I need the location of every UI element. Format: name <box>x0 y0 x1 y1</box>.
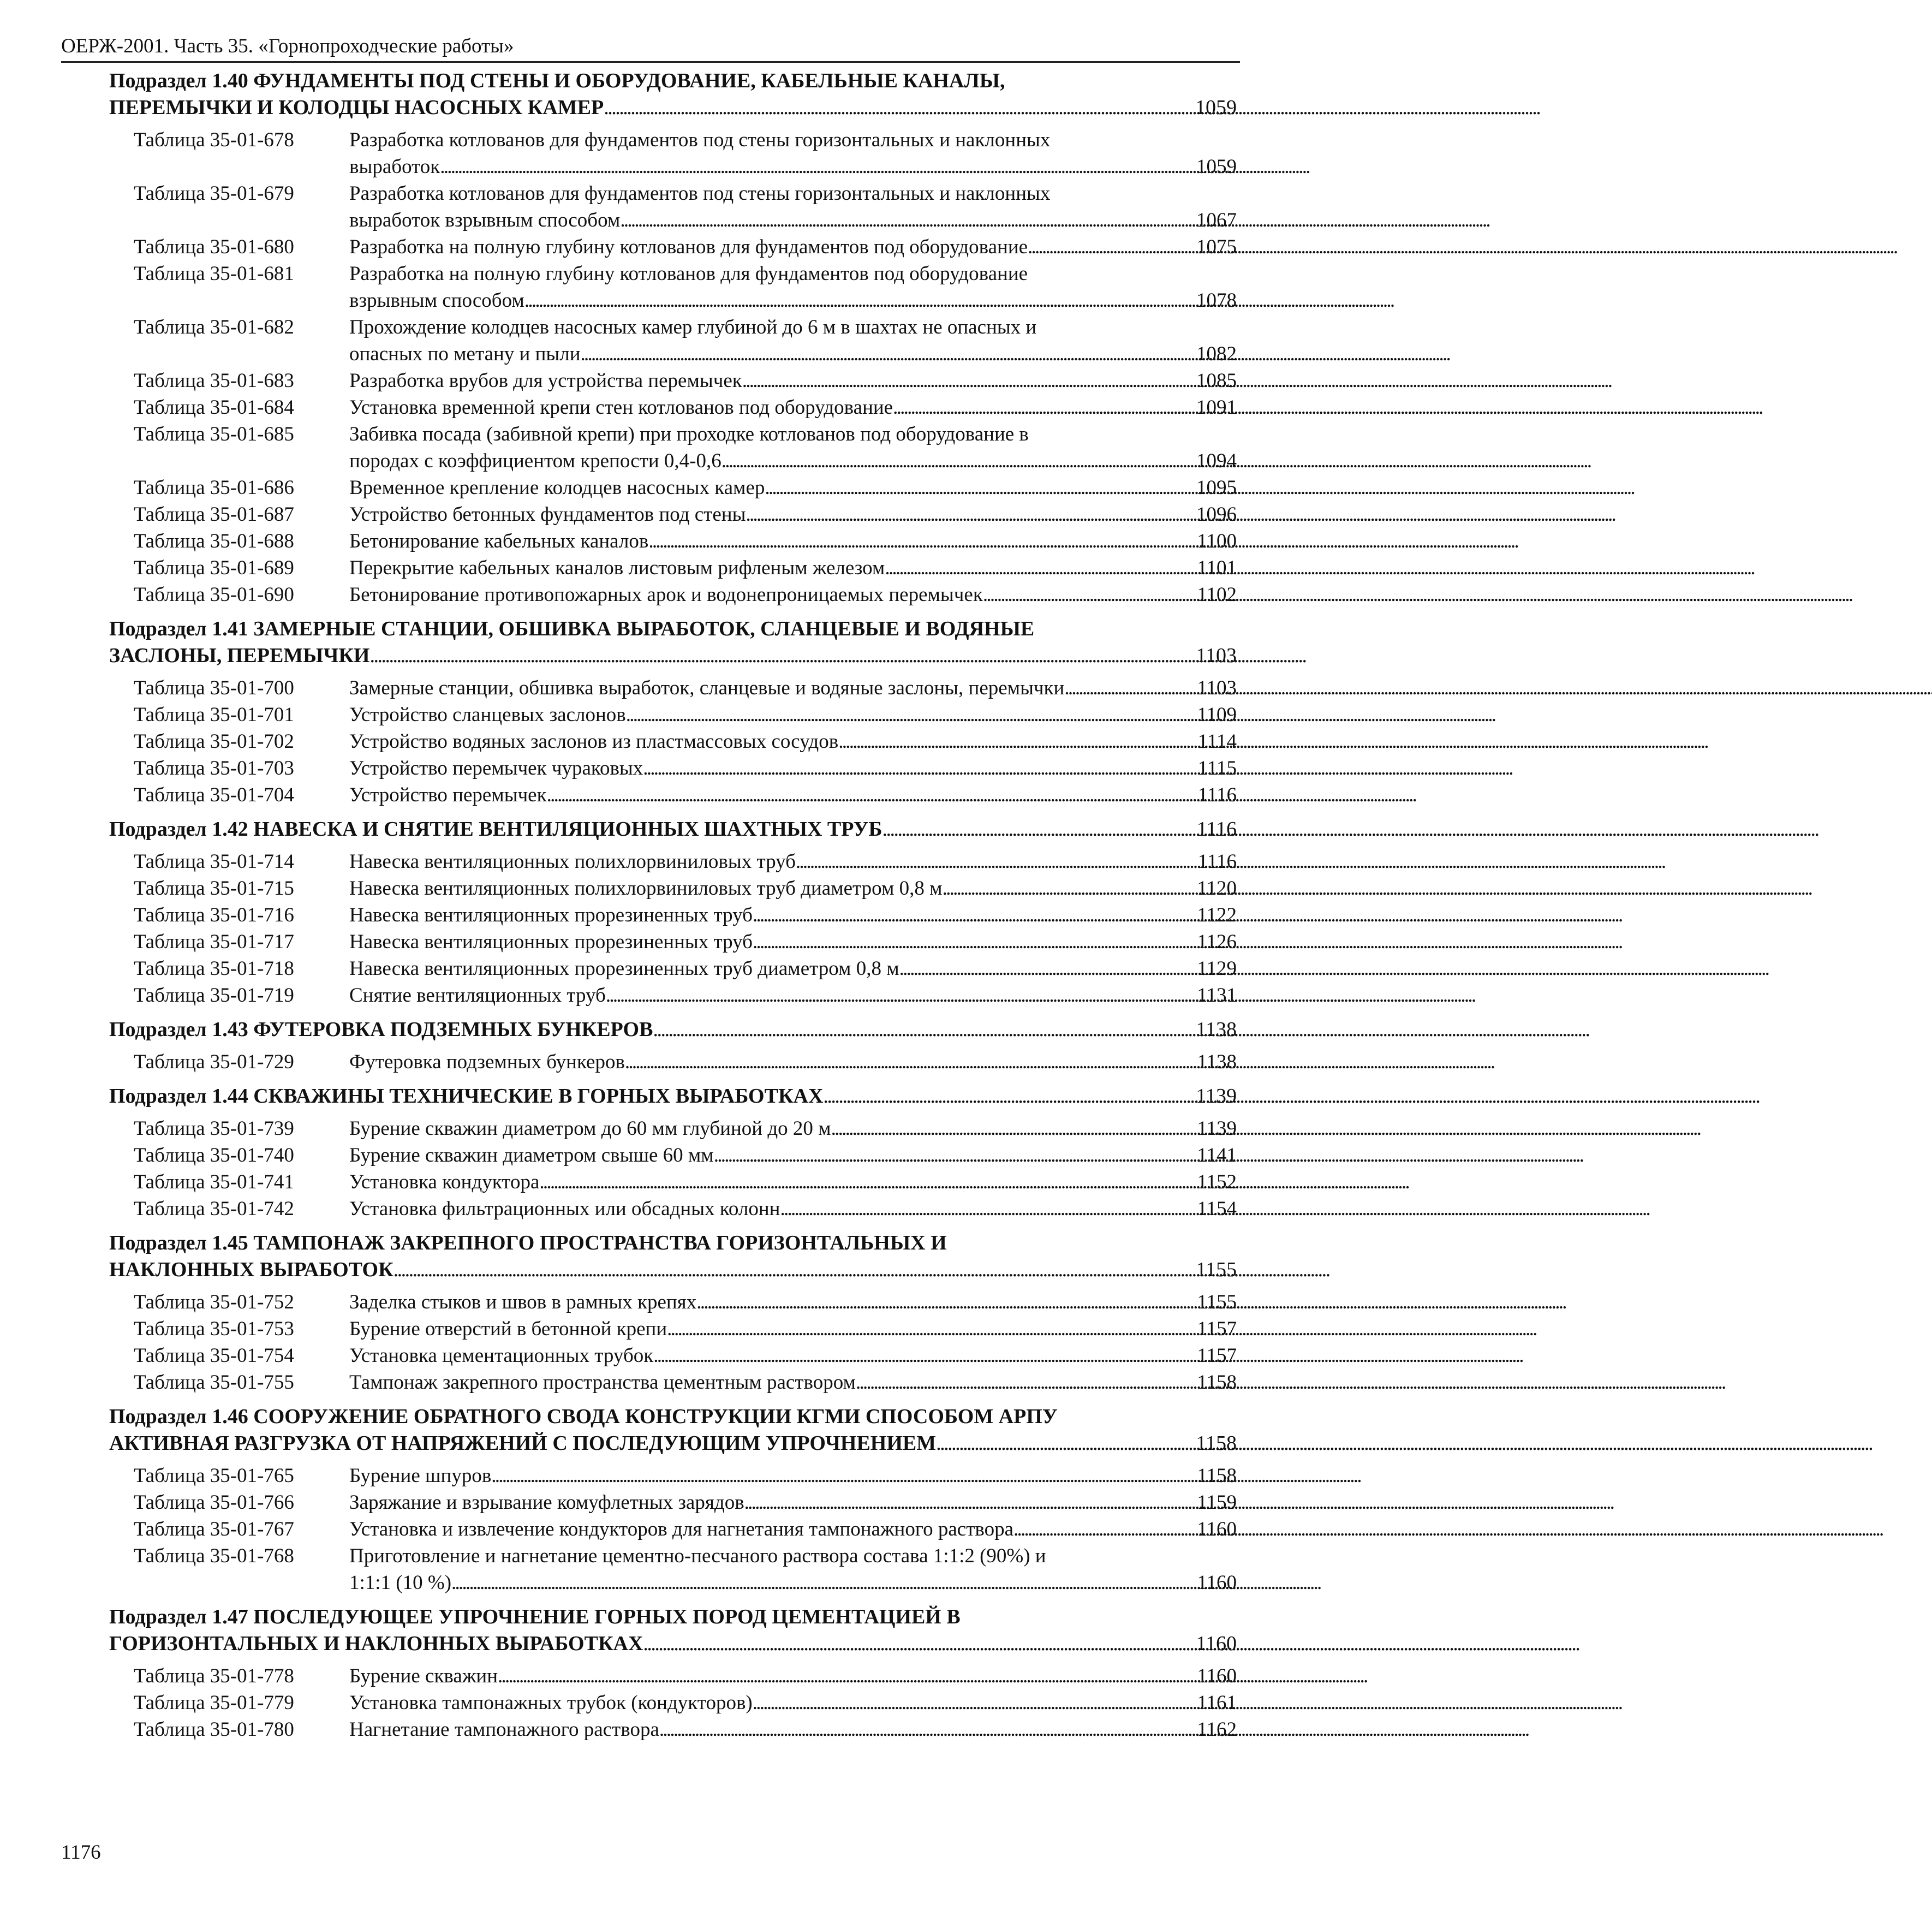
toc-table-entry[interactable] <box>109 1516 1237 1543</box>
table-title-line: Бурение скважин <box>349 1665 498 1687</box>
section-heading[interactable] <box>109 1083 1237 1110</box>
dot-leader <box>780 1195 1195 1222</box>
toc-table-entry[interactable] <box>109 1543 1237 1596</box>
table-page-number: 1082 <box>1196 343 1237 365</box>
toc-section <box>109 1016 1237 1075</box>
dot-leader <box>643 1631 1194 1657</box>
dot-leader <box>823 1083 1194 1110</box>
table-title-line: Устройство сланцевых заслонов <box>349 704 626 726</box>
toc-section <box>109 1403 1237 1596</box>
table-number: Таблица 35-01-682 <box>134 316 294 338</box>
dot-leader <box>659 1716 1195 1743</box>
table-page-number: 1160 <box>1197 1518 1237 1540</box>
table-page-number: 1091 <box>1196 396 1237 419</box>
dot-leader <box>856 1369 1195 1396</box>
table-title-line: Навеска вентиляционных прорезиненных труб диаметром 0,8 м <box>349 957 899 980</box>
table-title-line: Разработка врубов для устройства перемычек <box>349 370 742 392</box>
section-heading[interactable] <box>109 68 1237 121</box>
table-page-number: 1078 <box>1196 289 1237 312</box>
toc-table-entry[interactable] <box>109 1489 1237 1516</box>
section-title-line: Подраздел 1.45 ТАМПОНАЖ ЗАКРЕПНОГО ПРОСТРАНСТВА ГОРИЗОНТАЛЬНЫХ И <box>109 1231 947 1254</box>
table-page-number: 1141 <box>1197 1144 1237 1167</box>
table-number: Таблица 35-01-689 <box>134 557 294 579</box>
section-title-line: Подраздел 1.46 СООРУЖЕНИЕ ОБРАТНОГО СВОДА КОНСТРУКЦИИ КГМИ СПОСОБОМ АРПУ <box>109 1405 1058 1428</box>
table-number: Таблица 35-01-679 <box>134 182 294 205</box>
table-title-line: Забивка посада (забивной крепи) при проходке котлованов под оборудование в <box>349 423 1029 445</box>
toc-table-entry[interactable] <box>109 1195 1237 1222</box>
toc-section <box>109 68 1237 608</box>
section-page-number: 1116 <box>1196 818 1237 841</box>
toc-table-entry[interactable] <box>109 1115 1237 1142</box>
table-page-number: 1122 <box>1197 904 1237 926</box>
table-title-line: Устройство перемычек <box>349 784 547 806</box>
table-page-number: 1160 <box>1197 1665 1237 1687</box>
table-number: Таблица 35-01-701 <box>134 704 294 726</box>
dot-leader <box>393 1257 1194 1283</box>
table-number: Таблица 35-01-718 <box>134 957 294 980</box>
dot-leader <box>721 448 1194 474</box>
section-heading[interactable] <box>109 1016 1237 1043</box>
section-page-number: 1059 <box>1195 96 1237 119</box>
section-heading[interactable] <box>109 1604 1237 1657</box>
table-number: Таблица 35-01-680 <box>134 236 294 258</box>
dot-leader <box>625 1049 1195 1075</box>
table-number: Таблица 35-01-681 <box>134 263 294 285</box>
table-entries <box>109 1289 1237 1396</box>
toc-section <box>109 1083 1237 1222</box>
toc-table-entry[interactable] <box>109 848 1237 875</box>
table-title-line: Установка фильтрационных или обсадных колонн <box>349 1198 780 1220</box>
table-title-line: Приготовление и нагнетание цементно-песчаного раствора состава 1:1:2 (90%) и <box>349 1545 1046 1567</box>
section-title-line: НАКЛОННЫХ ВЫРАБОТОК <box>109 1258 393 1281</box>
toc-table-entry[interactable] <box>109 555 1237 581</box>
toc-table-entry[interactable] <box>109 1342 1237 1369</box>
table-number: Таблица 35-01-684 <box>134 396 294 419</box>
toc-section <box>109 616 1237 808</box>
dot-leader <box>831 1115 1195 1142</box>
section-title-line: АКТИВНАЯ РАЗГРУЗКА ОТ НАПРЯЖЕНИЙ С ПОСЛЕДУЮЩИМ УПРОЧНЕНИЕМ <box>109 1432 937 1455</box>
dot-leader <box>753 1689 1195 1716</box>
table-entries <box>109 1049 1237 1075</box>
table-number: Таблица 35-01-688 <box>134 530 294 552</box>
table-title-line: Устройство перемычек чураковых <box>349 757 643 780</box>
table-title-line: Прохождение колодцев насосных камер глубиной до 6 м в шахтах не опасных и <box>349 316 1037 338</box>
table-title-line: Бурение скважин диаметром свыше 60 мм <box>349 1144 714 1167</box>
dot-leader <box>882 816 1195 843</box>
toc-section <box>109 1604 1237 1743</box>
toc-table-entry[interactable] <box>109 367 1237 394</box>
table-title-line: Нагнетание тампонажного раствора <box>349 1718 659 1741</box>
table-page-number: 1158 <box>1197 1465 1237 1487</box>
table-number: Таблица 35-01-716 <box>134 904 294 926</box>
dot-leader <box>744 1489 1195 1516</box>
table-title-line: Навеска вентиляционных прорезиненных труб <box>349 904 753 926</box>
table-title-line: породах с коэффициентом крепости 0,4-0,6 <box>349 450 721 472</box>
toc-table-entry[interactable] <box>109 782 1237 808</box>
toc-table-entry[interactable] <box>109 675 1237 701</box>
table-title-line: выработок взрывным способом <box>349 209 621 231</box>
table-page-number: 1102 <box>1197 584 1237 606</box>
table-page-number: 1162 <box>1197 1718 1237 1741</box>
table-title-line: Устройство водяных заслонов из пластмассовых сосудов <box>349 730 839 753</box>
dot-leader <box>620 207 1194 234</box>
table-page-number: 1114 <box>1197 730 1237 753</box>
table-entries <box>109 848 1237 1009</box>
table-page-number: 1139 <box>1197 1117 1237 1140</box>
table-title-line: Разработка котлованов для фундаментов под стены горизонтальных и наклонных <box>349 129 1051 151</box>
toc-table-entry[interactable] <box>109 1716 1237 1743</box>
table-title-line: Установка цементационных трубок <box>349 1344 654 1367</box>
table-page-number: 1059 <box>1196 156 1237 178</box>
table-number: Таблица 35-01-683 <box>134 370 294 392</box>
table-page-number: 1159 <box>1197 1491 1237 1514</box>
table-title-line: Разработка на полную глубину котлованов для фундаментов под оборудование <box>349 263 1028 285</box>
dot-leader <box>893 394 1194 421</box>
table-title-line: выработок <box>349 156 440 178</box>
table-entries <box>109 675 1237 808</box>
toc-table-entry[interactable] <box>109 1369 1237 1396</box>
section-heading[interactable] <box>109 616 1237 669</box>
table-page-number: 1157 <box>1197 1344 1237 1367</box>
dot-leader <box>626 701 1195 728</box>
dot-leader <box>653 1016 1194 1043</box>
table-page-number: 1158 <box>1197 1371 1237 1394</box>
table-title-line: Перекрытие кабельных каналов листовым рифленым железом <box>349 557 885 579</box>
toc-table-entry[interactable] <box>109 581 1237 608</box>
table-number: Таблица 35-01-702 <box>134 730 294 753</box>
toc-table-entry[interactable] <box>109 1663 1237 1689</box>
table-number: Таблица 35-01-729 <box>134 1051 294 1073</box>
toc-table-entry[interactable] <box>109 875 1237 902</box>
table-page-number: 1101 <box>1197 557 1237 579</box>
toc-table-entry[interactable] <box>109 902 1237 929</box>
dot-leader <box>498 1663 1195 1689</box>
toc-table-entry[interactable] <box>109 474 1237 501</box>
table-title-line: Разработка котлованов для фундаментов под стены горизонтальных и наклонных <box>349 182 1051 205</box>
table-page-number: 1120 <box>1197 877 1237 900</box>
table-page-number: 1138 <box>1197 1051 1237 1073</box>
toc-table-entry[interactable] <box>109 1462 1237 1489</box>
table-title-line: Временное крепление колодцев насосных камер <box>349 477 765 499</box>
table-title-line: Бурение шпуров <box>349 1465 492 1487</box>
table-number: Таблица 35-01-768 <box>134 1545 294 1567</box>
toc-section <box>109 1230 1237 1396</box>
table-page-number: 1161 <box>1197 1692 1237 1714</box>
table-title-line: Установка и извлечение кондукторов для нагнетания тампонажного раствора <box>349 1518 1014 1540</box>
table-page-number: 1103 <box>1197 677 1237 699</box>
section-page-number: 1158 <box>1196 1432 1237 1455</box>
table-title-line: опасных по метану и пыли <box>349 343 581 365</box>
table-page-number: 1075 <box>1196 236 1237 258</box>
toc-table-entry[interactable] <box>109 1169 1237 1195</box>
table-number: Таблица 35-01-754 <box>134 1344 294 1367</box>
toc-table-entry[interactable] <box>109 421 1237 474</box>
table-page-number: 1129 <box>1197 957 1237 980</box>
table-number: Таблица 35-01-767 <box>134 1518 294 1540</box>
table-title-line: взрывным способом <box>349 289 524 312</box>
table-number: Таблица 35-01-686 <box>134 477 294 499</box>
table-title-line: Устройство бетонных фундаментов под стены <box>349 503 746 526</box>
table-title-line: Разработка на полную глубину котлованов для фундаментов под оборудование <box>349 236 1028 258</box>
toc-table-entry[interactable] <box>109 234 1237 260</box>
dot-leader <box>606 982 1195 1009</box>
table-number: Таблица 35-01-739 <box>134 1117 294 1140</box>
dot-leader <box>765 474 1194 501</box>
table-page-number: 1095 <box>1196 477 1237 499</box>
toc-table-entry[interactable] <box>109 728 1237 755</box>
section-title-line: Подраздел 1.42 НАВЕСКА И СНЯТИЕ ВЕНТИЛЯЦИОННЫХ ШАХТНЫХ ТРУБ <box>109 818 882 841</box>
table-number: Таблица 35-01-741 <box>134 1171 294 1193</box>
section-page-number: 1155 <box>1196 1258 1237 1281</box>
dot-leader <box>885 555 1195 581</box>
table-page-number: 1131 <box>1197 984 1237 1007</box>
dot-leader <box>451 1569 1195 1596</box>
dot-leader <box>1028 234 1194 260</box>
table-number: Таблица 35-01-687 <box>134 503 294 526</box>
table-title-line: Футеровка подземных бункеров <box>349 1051 625 1073</box>
toc-table-entry[interactable] <box>109 394 1237 421</box>
table-title-line: Заделка стыков и швов в рамных крепях <box>349 1291 697 1313</box>
table-number: Таблица 35-01-753 <box>134 1318 294 1340</box>
dot-leader <box>696 1289 1195 1316</box>
section-title-line: ГОРИЗОНТАЛЬНЫХ И НАКЛОННЫХ ВЫРАБОТКАХ <box>109 1632 643 1655</box>
dot-leader <box>440 153 1194 180</box>
header-title: ОЕРЖ-2001. Часть 35. «Горнопроходческие работы» <box>61 35 514 57</box>
dot-leader <box>943 875 1195 902</box>
table-title-line: Навеска вентиляционных прорезиненных труб <box>349 931 753 953</box>
dot-leader <box>1064 675 1195 701</box>
dot-leader <box>604 94 1193 121</box>
toc-table-entry[interactable] <box>109 314 1237 367</box>
table-number: Таблица 35-01-685 <box>134 423 294 445</box>
table-number: Таблица 35-01-717 <box>134 931 294 953</box>
toc-table-entry[interactable] <box>109 1142 1237 1169</box>
table-number: Таблица 35-01-719 <box>134 984 294 1007</box>
table-number: Таблица 35-01-714 <box>134 850 294 873</box>
table-page-number: 1155 <box>1197 1291 1237 1313</box>
table-entries <box>109 1663 1237 1743</box>
page-number: 1176 <box>61 1841 101 1864</box>
dot-leader <box>581 341 1194 367</box>
table-title-line: Навеска вентиляционных полихлорвиниловых труб <box>349 850 796 873</box>
table-page-number: 1116 <box>1197 850 1237 873</box>
table-of-contents <box>109 68 1237 1743</box>
table-page-number: 1094 <box>1196 450 1237 472</box>
dot-leader <box>524 287 1194 314</box>
dot-leader <box>936 1430 1194 1457</box>
dot-leader <box>714 1142 1195 1169</box>
table-number: Таблица 35-01-703 <box>134 757 294 780</box>
toc-table-entry[interactable] <box>109 982 1237 1009</box>
section-title-line: ЗАСЛОНЫ, ПЕРЕМЫЧКИ <box>109 644 370 667</box>
section-page-number: 1139 <box>1196 1085 1237 1108</box>
table-title-line: 1:1:1 (10 %) <box>349 1572 452 1594</box>
section-heading[interactable] <box>109 1230 1237 1283</box>
table-title-line: Бурение отверстий в бетонной крепи <box>349 1318 667 1340</box>
dot-leader <box>491 1462 1195 1489</box>
toc-table-entry[interactable] <box>109 1316 1237 1342</box>
table-number: Таблица 35-01-740 <box>134 1144 294 1167</box>
toc-table-entry[interactable] <box>109 955 1237 982</box>
table-number: Таблица 35-01-765 <box>134 1465 294 1487</box>
dot-leader <box>1013 1516 1195 1543</box>
table-number: Таблица 35-01-678 <box>134 129 294 151</box>
table-title-line: Бетонирование противопожарных арок и водонепроницаемых перемычек <box>349 584 983 606</box>
section-title-line: ПЕРЕМЫЧКИ И КОЛОДЦЫ НАСОСНЫХ КАМЕР <box>109 96 604 119</box>
toc-table-entry[interactable] <box>109 501 1237 528</box>
table-entries <box>109 1115 1237 1222</box>
table-entries <box>109 1462 1237 1596</box>
table-page-number: 1100 <box>1197 530 1237 552</box>
toc-table-entry[interactable] <box>109 929 1237 955</box>
table-number: Таблица 35-01-700 <box>134 677 294 699</box>
section-title-line: Подраздел 1.41 ЗАМЕРНЫЕ СТАНЦИИ, ОБШИВКА ВЫРАБОТОК, СЛАНЦЕВЫЕ И ВОДЯНЫЕ <box>109 617 1035 640</box>
section-heading[interactable] <box>109 1403 1237 1457</box>
table-page-number: 1152 <box>1197 1171 1237 1193</box>
table-number: Таблица 35-01-704 <box>134 784 294 806</box>
section-title-line: Подраздел 1.40 ФУНДАМЕНТЫ ПОД СТЕНЫ И ОБОРУДОВАНИЕ, КАБЕЛЬНЫЕ КАНАЛЫ, <box>109 69 1005 92</box>
table-number: Таблица 35-01-752 <box>134 1291 294 1313</box>
section-page-number: 1138 <box>1196 1018 1237 1041</box>
dot-leader <box>899 955 1195 982</box>
section-title-line: Подраздел 1.47 ПОСЛЕДУЮЩЕЕ УПРОЧНЕНИЕ ГОРНЫХ ПОРОД ЦЕМЕНТАЦИЕЙ В <box>109 1605 961 1628</box>
dot-leader <box>653 1342 1195 1369</box>
dot-leader <box>753 929 1195 955</box>
dot-leader <box>742 367 1194 394</box>
toc-table-entry[interactable] <box>109 260 1237 314</box>
toc-table-entry[interactable] <box>109 755 1237 782</box>
table-title-line: Заряжание и взрывание комуфлетных зарядов <box>349 1491 744 1514</box>
table-page-number: 1154 <box>1197 1198 1237 1220</box>
table-page-number: 1067 <box>1196 209 1237 231</box>
dot-leader <box>838 728 1196 755</box>
table-title-line: Установка временной крепи стен котлованов под оборудование <box>349 396 893 419</box>
table-title-line: Установка тампонажных трубок (кондукторов) <box>349 1692 753 1714</box>
table-title-line: Бетонирование кабельных каналов <box>349 530 649 552</box>
table-page-number: 1109 <box>1197 704 1237 726</box>
table-number: Таблица 35-01-690 <box>134 584 294 606</box>
dot-leader <box>983 581 1195 608</box>
section-title-line: Подраздел 1.44 СКВАЖИНЫ ТЕХНИЧЕСКИЕ В ГОРНЫХ ВЫРАБОТКАХ <box>109 1085 824 1108</box>
table-number: Таблица 35-01-780 <box>134 1718 294 1741</box>
dot-leader <box>753 902 1195 929</box>
dot-leader <box>667 1316 1195 1342</box>
dot-leader <box>539 1169 1195 1195</box>
toc-table-entry[interactable] <box>109 1049 1237 1075</box>
table-number: Таблица 35-01-766 <box>134 1491 294 1514</box>
table-number: Таблица 35-01-755 <box>134 1371 294 1394</box>
table-title-line: Снятие вентиляционных труб <box>349 984 606 1007</box>
table-title-line: Навеска вентиляционных полихлорвиниловых труб диаметром 0,8 м <box>349 877 943 900</box>
section-title-line: Подраздел 1.43 ФУТЕРОВКА ПОДЗЕМНЫХ БУНКЕРОВ <box>109 1018 653 1041</box>
toc-table-entry[interactable] <box>109 528 1237 555</box>
table-number: Таблица 35-01-715 <box>134 877 294 900</box>
table-page-number: 1115 <box>1197 757 1237 780</box>
table-number: Таблица 35-01-778 <box>134 1665 294 1687</box>
table-entries <box>109 127 1237 608</box>
table-title-line: Бурение скважин диаметром до 60 мм глубиной до 20 м <box>349 1117 831 1140</box>
table-title-line: Замерные станции, обшивка выработок, сланцевые и водяные заслоны, перемычки <box>349 677 1065 699</box>
table-page-number: 1085 <box>1196 370 1237 392</box>
page-header <box>61 33 1240 63</box>
table-number: Таблица 35-01-742 <box>134 1198 294 1220</box>
table-page-number: 1096 <box>1196 503 1237 526</box>
dot-leader <box>643 755 1195 782</box>
dot-leader <box>547 782 1196 808</box>
toc-table-entry[interactable] <box>109 180 1237 234</box>
section-heading[interactable] <box>109 816 1237 843</box>
table-page-number: 1126 <box>1197 931 1237 953</box>
section-page-number: 1160 <box>1196 1632 1237 1655</box>
table-page-number: 1157 <box>1197 1318 1237 1340</box>
dot-leader <box>648 528 1195 555</box>
toc-table-entry[interactable] <box>109 1689 1237 1716</box>
dot-leader <box>370 642 1194 669</box>
toc-table-entry[interactable] <box>109 1289 1237 1316</box>
dot-leader <box>796 848 1196 875</box>
table-page-number: 1116 <box>1197 784 1237 806</box>
toc-table-entry[interactable] <box>109 701 1237 728</box>
table-title-line: Тампонаж закрепного пространства цементным раствором <box>349 1371 856 1394</box>
table-title-line: Установка кондуктора <box>349 1171 540 1193</box>
dot-leader <box>746 501 1194 528</box>
table-page-number: 1160 <box>1197 1572 1237 1594</box>
table-number: Таблица 35-01-779 <box>134 1692 294 1714</box>
toc-table-entry[interactable] <box>109 127 1237 180</box>
toc-section <box>109 816 1237 1009</box>
section-page-number: 1103 <box>1196 644 1237 667</box>
